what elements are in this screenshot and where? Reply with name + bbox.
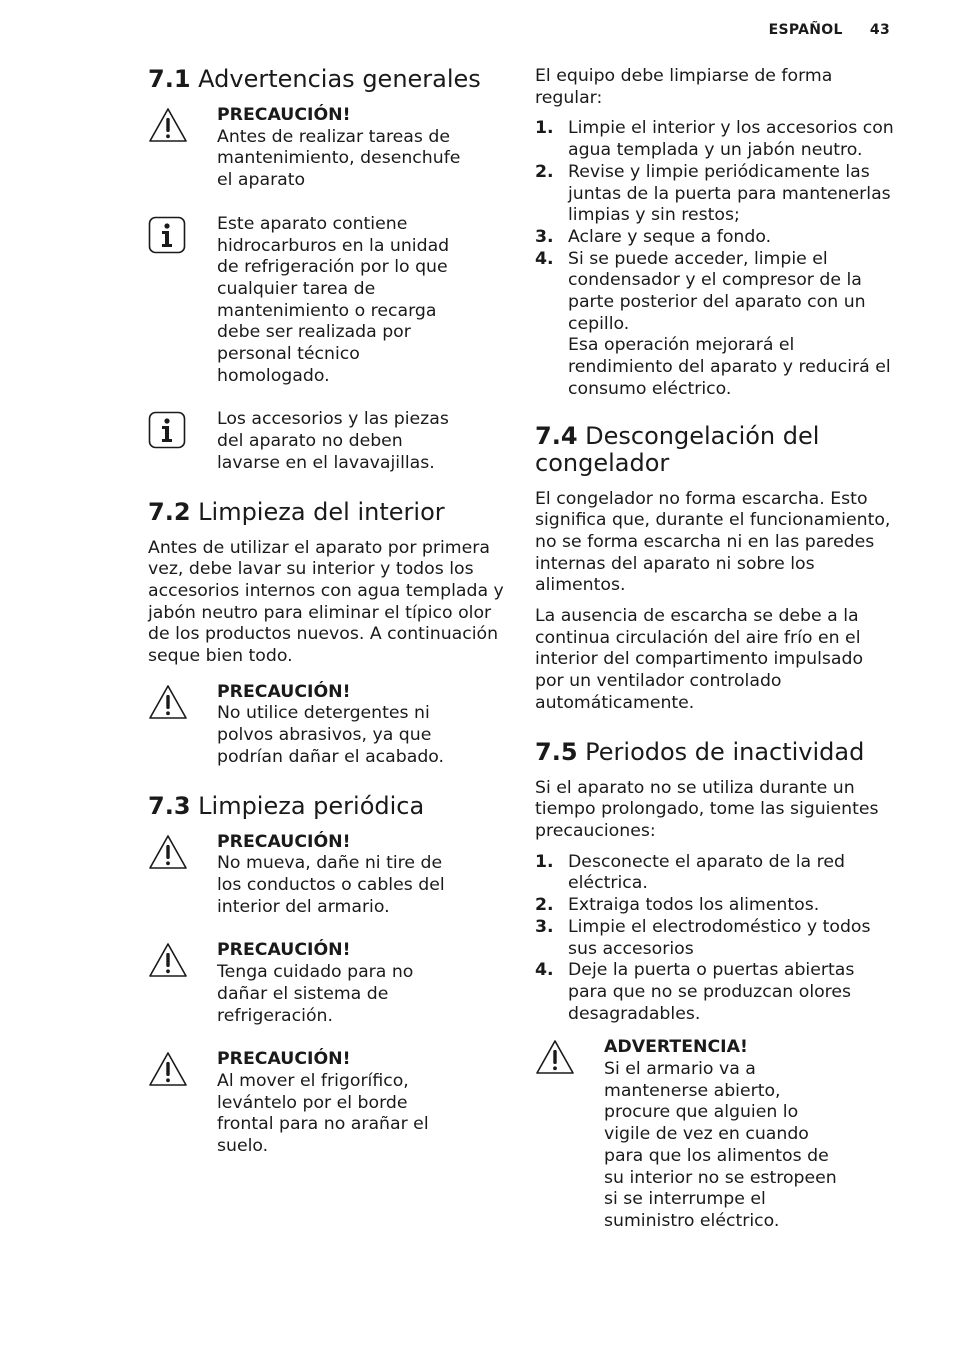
info-text: Este aparato contiene hidrocarburos en la unidad de refrigeración por lo que cualquier tarea de mantenimiento o recarga debe ser realizada por personal técnico homologado. xyxy=(217,213,450,386)
caution-text: No utilice detergentes ni polvos abrasivos, ya que podrían dañar el acabado. xyxy=(217,703,445,767)
section-heading: 7.1 Advertencias generales xyxy=(148,65,481,93)
list-item: 3. Limpie el electrodoméstico y todos sus accesorios xyxy=(535,916,871,959)
language-label: ESPAÑOL xyxy=(768,22,843,38)
caution-label: PRECAUCIÓN! xyxy=(217,940,351,961)
caution-label: PRECAUCIÓN! xyxy=(217,1049,351,1070)
warning-triangle-icon xyxy=(148,1049,217,1087)
caution-text: Tenga cuidado para no dañar el sistema de refrigeración. xyxy=(217,962,414,1026)
caution-notice xyxy=(148,832,508,919)
warning-triangle-icon xyxy=(148,832,217,870)
body-paragraph: Antes de utilizar el aparato por primera vez, debe lavar su interior y todos los accesorios internos con agua templada y jabón neutro para eliminar el típico olor de los productos nuevos. A continuación seque bien todo. xyxy=(148,537,504,667)
warning-text: Si el armario va a mantenerse abierto, procure que alguien lo vigile de vez en cuando para que los alimentos de su interior no se estropeen si se interrumpe el suministro eléctrico. xyxy=(604,1059,837,1231)
warning-triangle-icon xyxy=(148,940,217,978)
list-item: 2. Revise y limpie periódicamente las juntas de la puerta para mantenerlas limpias y sin restos; xyxy=(535,161,891,226)
list-item: 4. Si se puede acceder, limpie el condensador y el compresor de la parte posterior del aparato con un cepillo. Esa operación mejorará el rendimiento del aparato y reducirá el consumo eléctrico. xyxy=(535,248,891,399)
right-column xyxy=(535,66,895,1257)
body-paragraph: La ausencia de escarcha se debe a la continua circulación del aire frío en el interior del compartimento impulsado por un ventilador controlado automáticamente. xyxy=(535,606,864,713)
warning-triangle-icon xyxy=(148,682,217,720)
caution-notice xyxy=(148,940,508,1027)
page-header xyxy=(769,22,890,38)
warning-label: ADVERTENCIA! xyxy=(604,1037,748,1058)
caution-notice xyxy=(148,682,508,769)
warning-triangle-icon xyxy=(148,105,217,143)
caution-label: PRECAUCIÓN! xyxy=(217,105,351,125)
list-item: 1. Desconecte el aparato de la red eléctrica. xyxy=(535,851,845,894)
section-7-1 xyxy=(148,66,508,475)
body-paragraph: Si el aparato no se utiliza durante un tiempo prolongado, tome las siguientes precauciones: xyxy=(535,777,879,841)
intro-paragraph: El equipo debe limpiarse de forma regular: xyxy=(535,66,833,108)
left-column xyxy=(148,66,508,1182)
section-7-2 xyxy=(148,499,508,769)
caution-text: Antes de realizar tareas de mantenimiento, desenchufe el aparato xyxy=(217,126,461,191)
list-item: 1. Limpie el interior y los accesorios con agua templada y un jabón neutro. xyxy=(535,118,894,161)
page-number: 43 xyxy=(869,22,890,38)
caution-label: PRECAUCIÓN! xyxy=(217,831,351,852)
list-item: 2. Extraiga todos los alimentos. xyxy=(535,895,820,916)
inactivity-steps-list xyxy=(535,852,895,1026)
section-7-4 xyxy=(535,423,895,715)
warning-triangle-icon xyxy=(535,1037,604,1075)
section-7-3 xyxy=(148,793,508,1158)
section-heading: 7.5 Periodos de inactividad xyxy=(535,737,865,766)
section-7-5 xyxy=(535,739,895,1233)
cleaning-steps-list xyxy=(535,118,895,400)
caution-notice xyxy=(148,1049,508,1158)
info-icon xyxy=(148,409,217,449)
caution-label: PRECAUCIÓN! xyxy=(217,681,351,702)
body-paragraph: El congelador no forma escarcha. Esto significa que, durante el funcionamiento, no se forma escarcha ni en las paredes internas del aparato ni sobre los alimentos. xyxy=(535,488,891,596)
warning-notice xyxy=(535,1037,895,1232)
caution-text: Al mover el frigorífico, levántelo por el borde frontal para no arañar el suelo. xyxy=(217,1070,429,1157)
caution-notice xyxy=(148,105,508,192)
info-notice xyxy=(148,214,508,388)
info-text: Los accesorios y las piezas del aparato no deben lavarse en el lavavajillas. xyxy=(217,409,449,473)
section-heading: 7.4 Descongelación del congelador xyxy=(535,421,820,477)
section-heading: 7.3 Limpieza periódica xyxy=(148,791,425,820)
caution-text: No mueva, dañe ni tire de los conductos o cables del interior del armario. xyxy=(217,853,445,917)
list-item: 3. Aclare y seque a fondo. xyxy=(535,226,772,247)
list-item: 4. Deje la puerta o puertas abiertas para que no se produzcan olores desagradables. xyxy=(535,960,855,1024)
info-notice xyxy=(148,409,508,474)
section-heading: 7.2 Limpieza del interior xyxy=(148,497,445,526)
info-icon xyxy=(148,214,217,254)
